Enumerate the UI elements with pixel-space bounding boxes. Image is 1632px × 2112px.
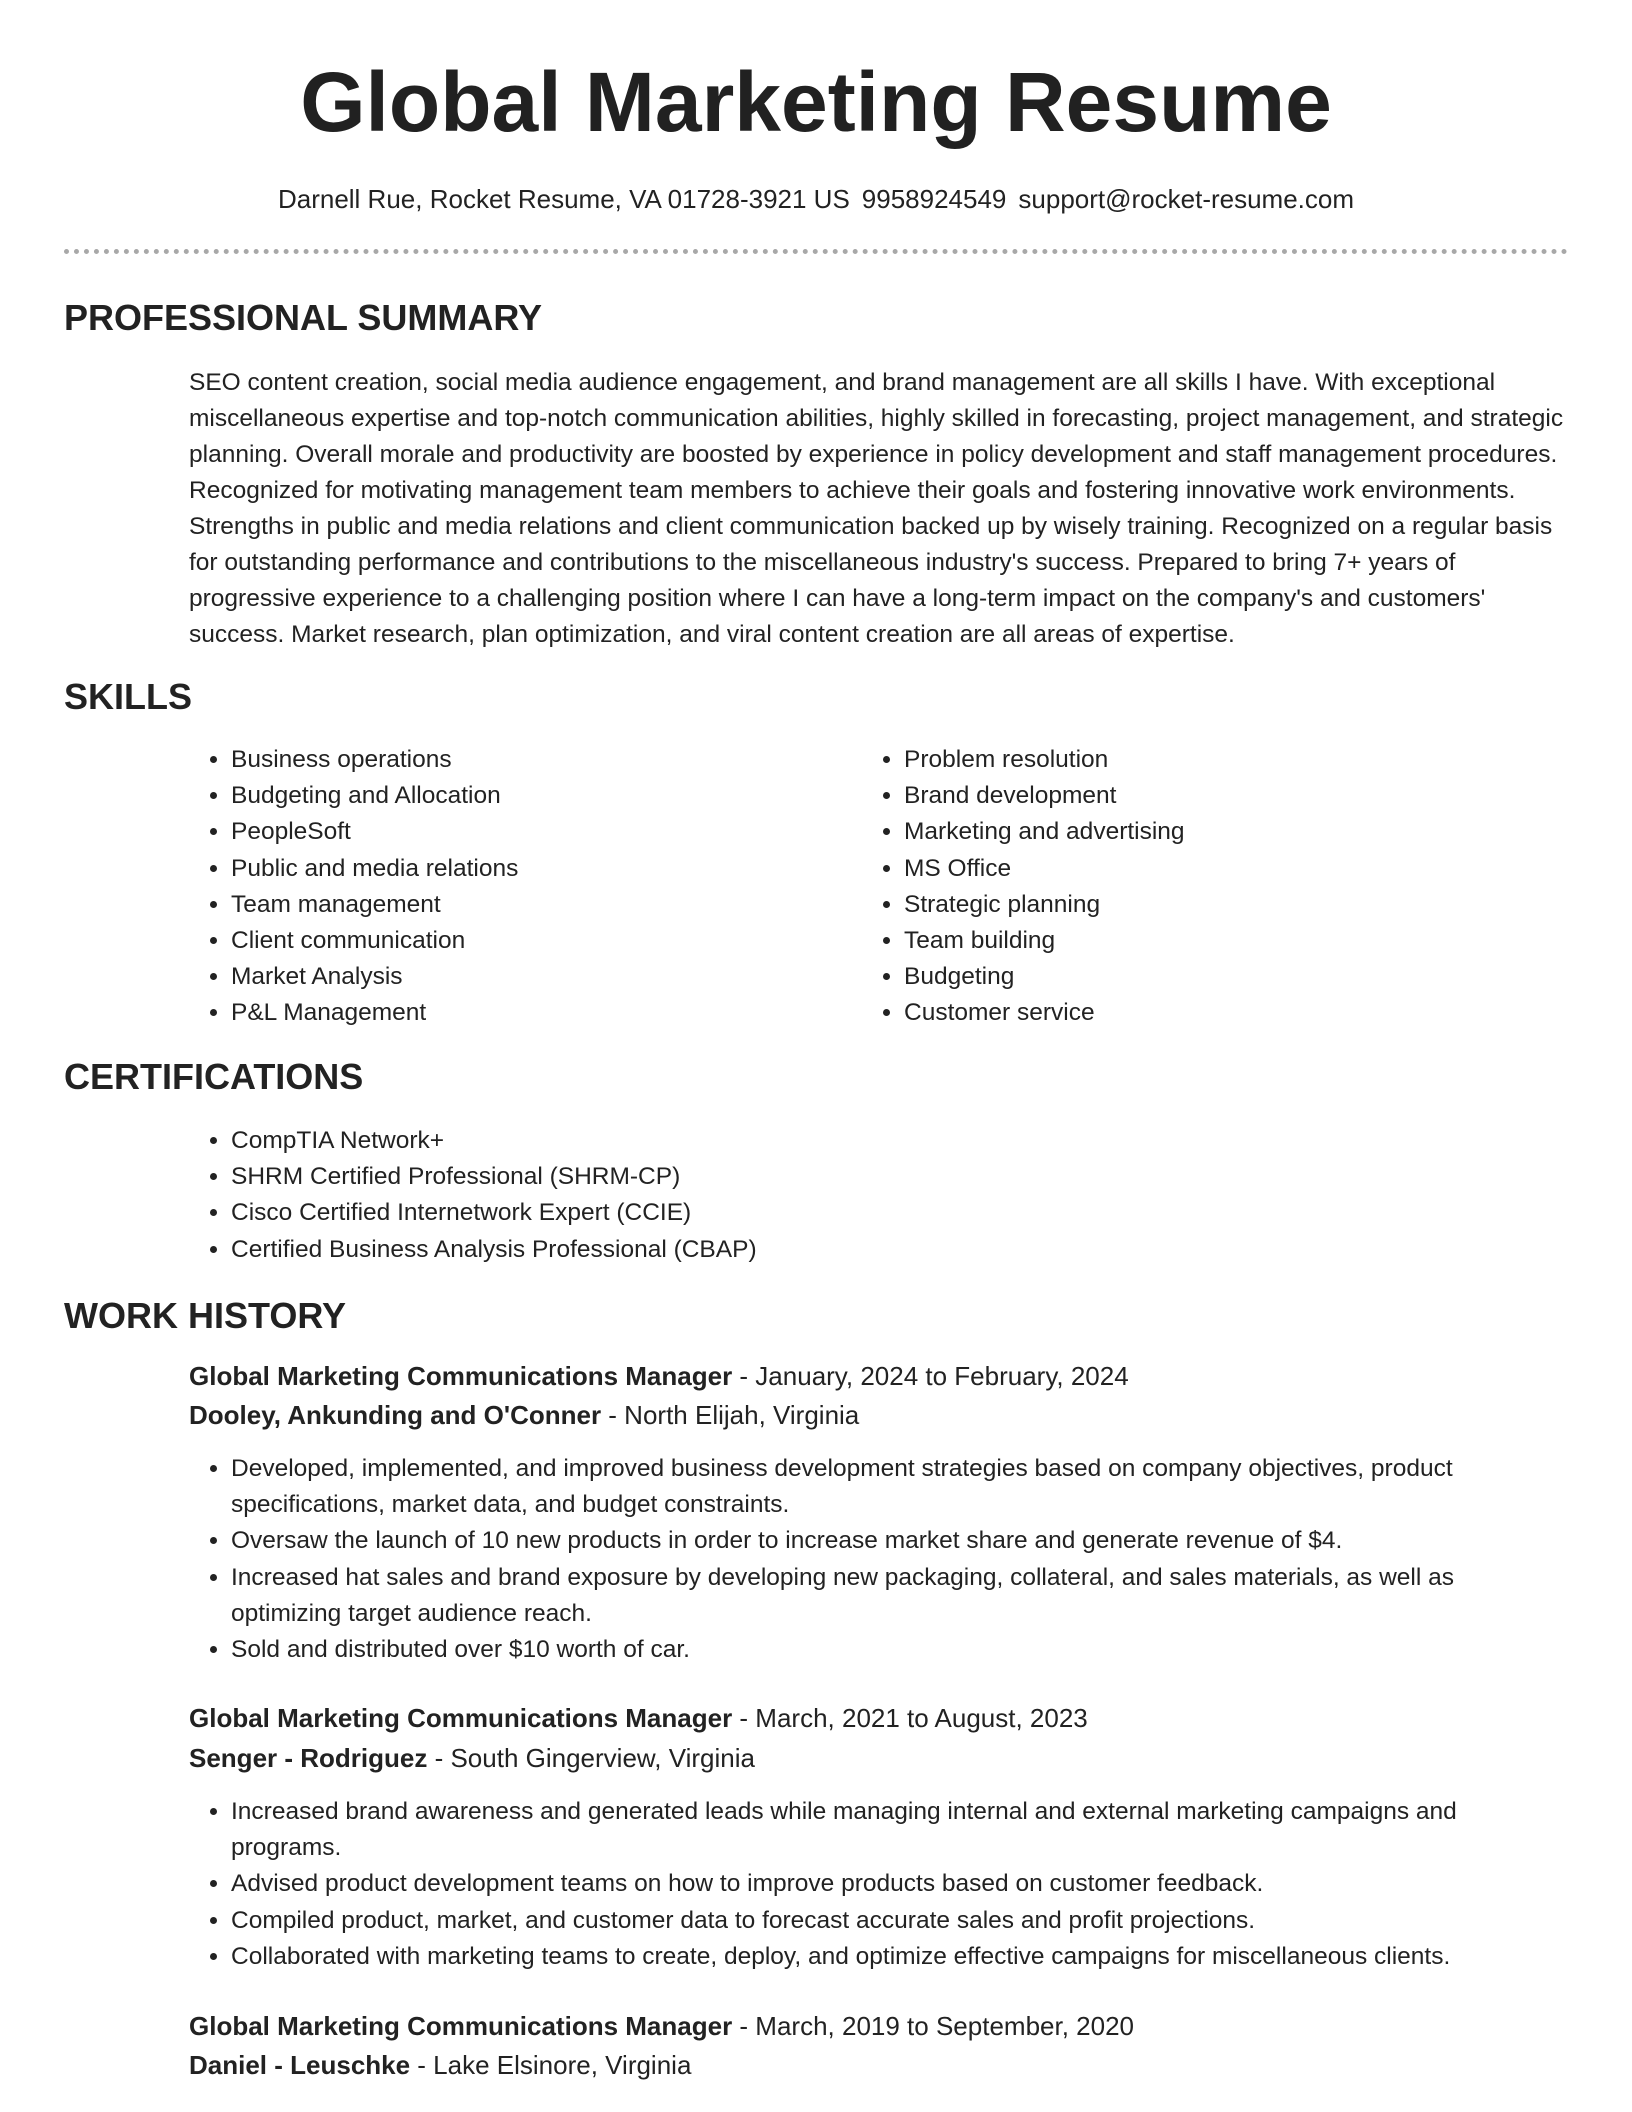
certification-item: • SHRM Certified Professional (SHRM-CP) (231, 1159, 1531, 1195)
job-title-line (189, 2008, 1569, 2044)
skill-item: • Strategic planning (904, 887, 1524, 923)
job-title-line (189, 1358, 1569, 1394)
job-company: Daniel - Leuschke (189, 2050, 411, 2080)
job-bullet: • Oversaw the launch of 10 new products in order to increase market share and generate revenue of $4. (231, 1523, 1531, 1559)
job-role: Global Marketing Communications Manager (189, 2011, 733, 2041)
resume-title: Global Marketing Resume (300, 55, 1332, 149)
skill-item: • Budgeting (904, 959, 1524, 995)
contact-address: Darnell Rue, Rocket Resume, VA 01728-3921 US (277, 184, 850, 214)
certifications-heading: CERTIFICATIONS (64, 1056, 364, 1097)
job-dates: - January, 2024 to February, 2024 (732, 1361, 1129, 1391)
skill-item: • Client communication (231, 923, 851, 959)
job-dates: - March, 2019 to September, 2020 (732, 2011, 1134, 2041)
skill-item: • Problem resolution (904, 742, 1524, 778)
contact-phone: 9958924549 (861, 184, 1007, 214)
job-bullet: • Sold and distributed over $10 worth of car. (231, 1632, 1531, 1668)
skill-item: • PeopleSoft (231, 814, 851, 850)
skill-item: • Team management (231, 887, 851, 923)
job-company: Senger - Rodriguez (189, 1743, 428, 1773)
skill-item: • Brand development (904, 778, 1524, 814)
work-history-heading: WORK HISTORY (64, 1295, 347, 1336)
job-bullets (187, 1794, 1531, 1975)
job-bullet: • Increased brand awareness and generated leads while managing internal and external marketing campaigns and programs. (231, 1794, 1531, 1866)
job-bullet: • Collaborated with marketing teams to create, deploy, and optimize effective campaigns for miscellaneous clients. (231, 1939, 1531, 1975)
job-bullet: • Developed, implemented, and improved business development strategies based on company objectives, product specifications, market data, and budget constraints. (231, 1451, 1531, 1523)
contact-email: support@rocket-resume.com (1018, 184, 1355, 214)
skill-item: • Business operations (231, 742, 851, 778)
job-bullet: • Advised product development teams on how to improve products based on customer feedback. (231, 1866, 1531, 1902)
skills-heading: SKILLS (64, 676, 193, 717)
job-bullet: • Compiled product, market, and customer data to forecast accurate sales and profit projections. (231, 1903, 1531, 1939)
job-role: Global Marketing Communications Manager (189, 1703, 733, 1733)
job-location: - North Elijah, Virginia (601, 1400, 860, 1430)
header-divider (64, 249, 1568, 254)
job-bullet: • Increased hat sales and brand exposure by developing new packaging, collateral, and sales materials, as well as optimizing target audience reach. (231, 1560, 1531, 1632)
skill-item: • Marketing and advertising (904, 814, 1524, 850)
skill-item: • MS Office (904, 851, 1524, 887)
skill-item: • Public and media relations (231, 851, 851, 887)
job-location: - South Gingerview, Virginia (427, 1743, 755, 1773)
skills-list-right (860, 742, 1524, 1032)
certifications-list (187, 1123, 1531, 1268)
job-company-line (189, 2047, 1569, 2083)
skill-item: • Market Analysis (231, 959, 851, 995)
certification-item: • Certified Business Analysis Professional (CBAP) (231, 1232, 1531, 1268)
skill-item: • Team building (904, 923, 1524, 959)
certification-item: • Cisco Certified Internetwork Expert (CCIE) (231, 1195, 1531, 1231)
job-dates: - March, 2021 to August, 2023 (732, 1703, 1088, 1733)
certification-item: • CompTIA Network+ (231, 1123, 1531, 1159)
skill-item: • Budgeting and Allocation (231, 778, 851, 814)
summary-heading: PROFESSIONAL SUMMARY (64, 297, 543, 338)
skill-item: • P&L Management (231, 995, 851, 1031)
summary-text: SEO content creation, social media audience engagement, and brand management are all skills I have. With exceptional miscellaneous expertise and top-notch communication abilities, highly skilled in forecasting, project management, and strategic planning. Overall morale and productivity are boosted by experience in policy development and staff management procedures. Recognized for motivating management team members to achieve their goals and fostering innovative work environments. Strengths in public and media relations and client communication backed up by wisely training. Recognized on a regular basis for outstanding performance and contributions to the miscellaneous industry's success. Prepared to bring 7+ years of progressive experience to a challenging position where I can have a long-term impact on the company's and customers' success. Market research, plan optimization, and viral content creation are all areas of expertise. (189, 369, 1564, 648)
job-role: Global Marketing Communications Manager (189, 1361, 733, 1391)
skill-item: • Customer service (904, 995, 1524, 1031)
contact-line (0, 181, 1632, 217)
skills-list-left (187, 742, 851, 1032)
job-company-line (189, 1397, 1569, 1433)
job-title-line (189, 1700, 1569, 1736)
job-location: - Lake Elsinore, Virginia (410, 2050, 692, 2080)
job-bullets (187, 1451, 1531, 1668)
job-company-line (189, 1740, 1569, 1776)
job-company: Dooley, Ankunding and O'Conner (189, 1400, 602, 1430)
